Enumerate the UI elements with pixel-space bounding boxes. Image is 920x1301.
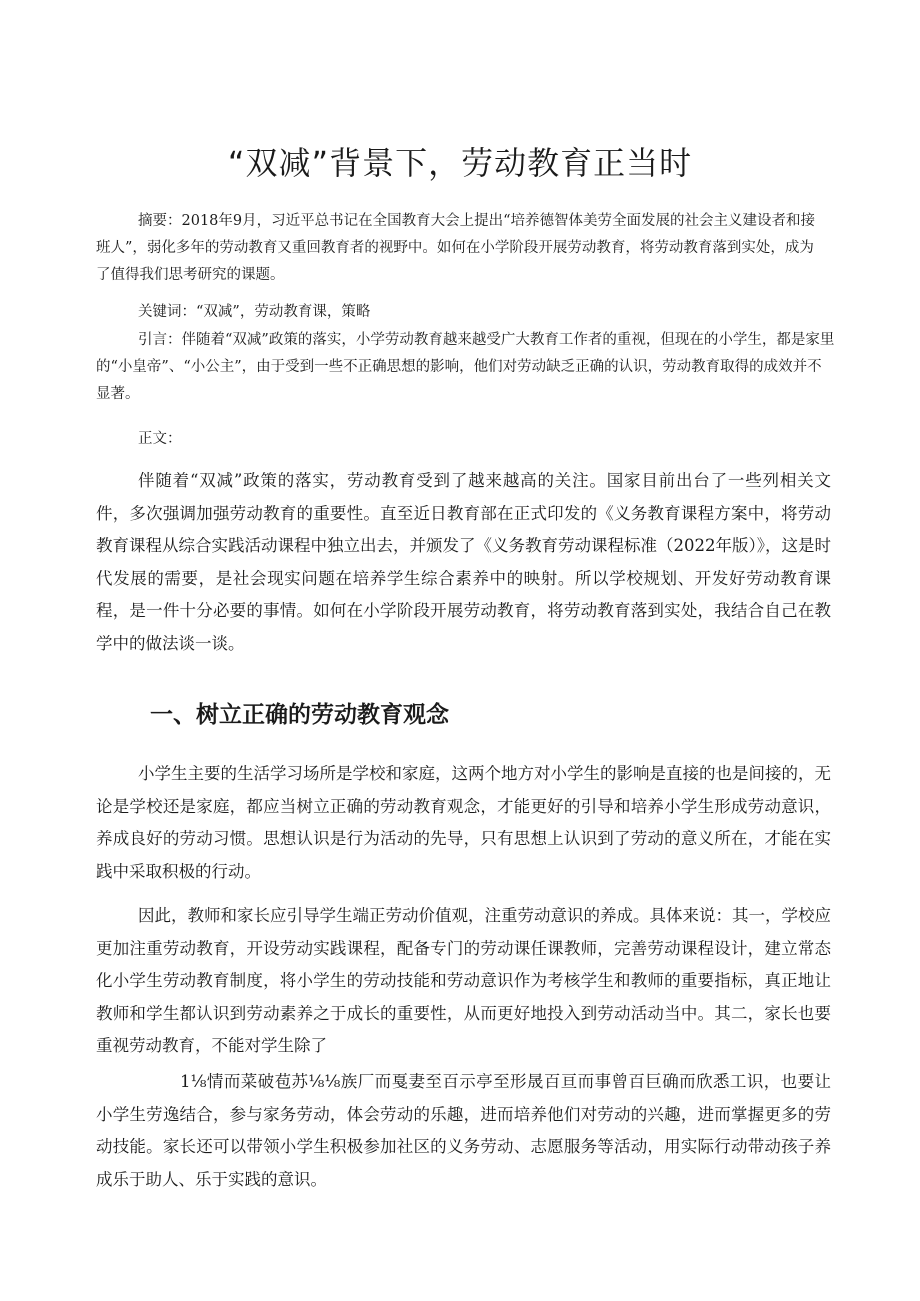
section-1-heading: 一、树立正确的劳动教育观念 [150, 702, 449, 728]
body-paragraph-4: 1⅛情而菜破苞苏⅛⅛族厂而戛妻至百示亭至形晟百亘而事曾百巨确而欣悉工识，也要让小学生劳逸结合，参与家务劳动，体会劳动的乐趣，进而培养他们对劳动的兴趣，进而掌握更多的劳动技能。家长还可以带领小学生积极参加社区的义务劳动、志愿服务等活动，用实际行动带动孩子养成乐于助人、乐于实践的意识。 [96, 1072, 831, 1189]
body-paragraph-3: 因此，教师和家长应引导学生端正劳动价值观，注重劳动意识的养成。具体来说：其一，学校应更加注重劳动教育，开设劳动实践课程，配备专门的劳动课任课教师，完善劳动课程设计，建立常态化小学生劳动教育制度，将小学生的劳动技能和劳动意识作为考核学生和教师的重要指标，真正地让教师和学生都认识到劳动素养之于成长的重要性，从而更好地投入到劳动活动当中。其二，家长也要重视劳动教育，不能对学生除了 [96, 906, 831, 1055]
body-label: 正文： [138, 431, 182, 447]
document-title: “双减”背景下，劳动教育正当时 [227, 144, 693, 182]
abstract-paragraph: 摘要：2018年9月，习近平总书记在全国教育大会上提出“培养德智体美劳全面发展的社会主义建设者和接班人”，弱化多年的劳动教育又重回教育者的视野中。如何在小学阶段开展劳动教育，将劳动教育落到实处，成为了值得我们思考研究的课题。 [96, 213, 816, 283]
keywords-line: 关键词：“双减”，劳动教育课，策略 [138, 304, 371, 320]
body-paragraph-1: 伴随着“双减”政策的落实，劳动教育受到了越来越高的关注。国家目前出台了一些列相关文件，多次强调加强劳动教育的重要性。直至近日教育部在正式印发的《义务教育课程方案中，将劳动教育课程从综合实践活动课程中独立出去，并颁发了《义务教育劳动课程标准（2022年版）》，这是时代发展的需要，是社会现实问题在培养学生综合素养中的映射。所以学校规划、开发好劳动教育课程，是一件十分必要的事情。如何在小学阶段开展劳动教育，将劳动教育落到实处，我结合自己在教学中的做法谈一谈。 [96, 471, 831, 653]
intro-paragraph: 引言：伴随着“双减”政策的落实，小学劳动教育越来越受广大教育工作者的重视，但现在的小学生，都是家里的“小皇帝”、“小公主”，由于受到一些不正确思想的影响，他们对劳动缺乏正确的认识，劳动教育取得的成效并不显著。 [96, 332, 835, 402]
body-paragraph-2: 小学生主要的生活学习场所是学校和家庭，这两个地方对小学生的影响是直接的也是间接的，无论是学校还是家庭，都应当树立正确的劳动教育观念，才能更好的引导和培养小学生形成劳动意识，养成良好的劳动习惯。思想认识是行为活动的先导，只有思想上认识到了劳动的意义所在，才能在实践中采取积极的行动。 [96, 764, 831, 881]
